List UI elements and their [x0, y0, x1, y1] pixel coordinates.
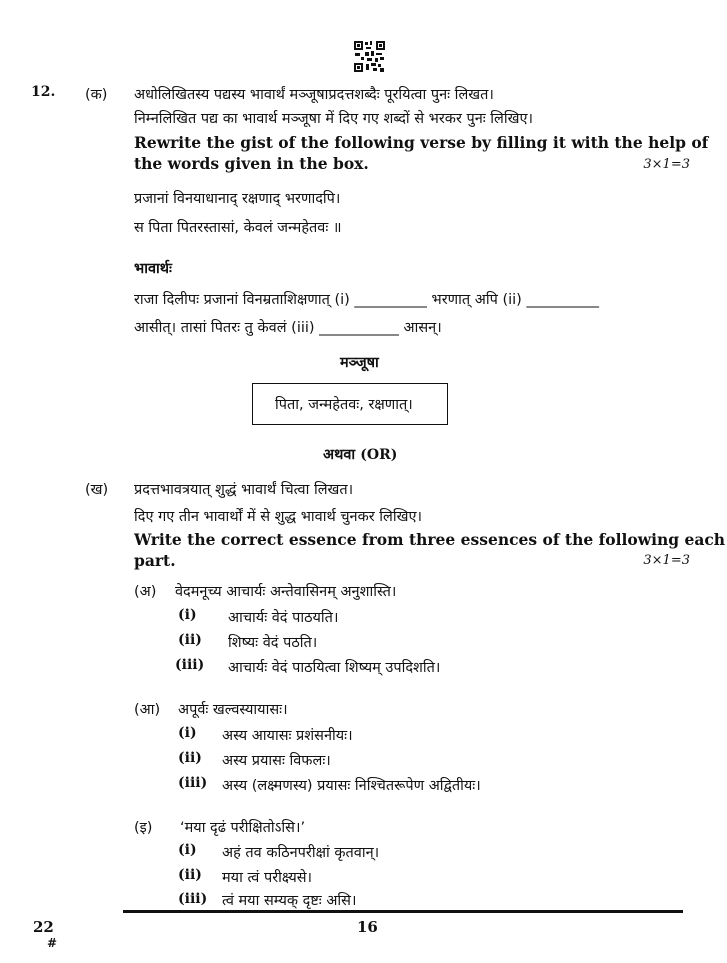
option-text: त्वं मया सम्यक् दृष्टः असि।	[222, 893, 357, 909]
option-number: (ii)	[178, 750, 202, 766]
subpart-text: वेदमनूच्य आचार्यः अन्तेवासिनम् अनुशास्ति।	[175, 584, 397, 600]
part-kha-instruction-sanskrit: प्रदत्तभावत्रयात् शुद्धं भावार्थं चित्वा लिखत।	[134, 482, 354, 498]
or-label-english: (OR)	[360, 447, 398, 463]
option-number: (i)	[178, 842, 197, 858]
part-ka-label: (क)	[85, 87, 108, 103]
or-label-hindi: अथवा	[323, 447, 356, 463]
option-text: शिष्यः वेदं पठति।	[228, 635, 318, 651]
subpart-text: ‘मया दृढं परीक्षितोऽसि।’	[180, 820, 306, 836]
option-number: (iii)	[178, 775, 208, 791]
subpart-label: (आ)	[134, 702, 161, 718]
part-kha-label: (ख)	[85, 482, 109, 498]
or-separator	[323, 444, 397, 464]
part-ka-instruction-hindi: निम्नलिखित पद्य का भावार्थ मञ्जूषा में दिए गए शब्दों से भरकर पुनः लिखिए।	[134, 111, 534, 127]
part-kha-instruction-hindi: दिए गए तीन भावार्थों में से शुद्ध भावार्थ चुनकर लिखिए।	[134, 509, 422, 525]
subpart-label: (अ)	[134, 584, 157, 600]
option-text: मया त्वं परीक्ष्यसे।	[222, 870, 313, 886]
subpart-label: (इ)	[134, 820, 153, 836]
option-number: (ii)	[178, 632, 202, 648]
gist-line-1: राजा दिलीपः प्रजानां विनम्रताशिक्षणात् (i) __________ भरणात् अपि (ii) __________	[134, 292, 599, 308]
option-number: (ii)	[178, 867, 202, 883]
question-number: 12.	[31, 84, 56, 100]
part-ka-instruction-english-1: Rewrite the gist of the following verse by filling it with the help of	[134, 133, 709, 152]
part-kha-marks: 3×1=3	[643, 553, 690, 568]
option-text: अस्य प्रयासः विफलः।	[222, 753, 331, 769]
option-text: अस्य आयासः प्रशंसनीयः।	[222, 728, 353, 744]
part-ka-instruction-sanskrit: अधोलिखितस्य पद्यस्य भावार्थं मञ्जूषाप्रदत्तशब्दैः पूरयित्वा पुनः लिखत।	[134, 87, 494, 103]
verse-line-2: स पिता पितरस्तासां, केवलं जन्महेतवः ॥	[134, 220, 342, 236]
option-number: (i)	[178, 607, 197, 623]
footer-hash: #	[47, 936, 58, 950]
qr-code	[353, 40, 386, 73]
option-number: (i)	[178, 725, 197, 741]
option-number: (iii)	[175, 657, 205, 673]
option-text: आचार्यः वेदं पाठयति।	[228, 610, 339, 626]
gist-line-2: आसीत्। तासां पितरः तु केवलं (iii) ___________ आसन्।	[134, 320, 442, 336]
part-kha-instruction-english-1: Write the correct essence from three essences of the following each	[134, 530, 726, 549]
manjusha-words: पिता, जन्महेतवः, रक्षणात्।	[275, 397, 413, 413]
verse-line-1: प्रजानां विनयाधानाद् रक्षणाद् भरणादपि।	[134, 191, 341, 207]
option-text: आचार्यः वेदं पाठयित्वा शिष्यम् उपदिशति।	[228, 660, 441, 676]
part-ka-marks: 3×1=3	[643, 157, 690, 172]
footer-code: 22	[33, 918, 54, 936]
option-text: अहं तव कठिनपरीक्षां कृतवान्।	[222, 845, 380, 861]
subpart-text: अपूर्वः खल्वस्यायासः।	[178, 702, 288, 718]
option-text: अस्य (लक्ष्मणस्य) प्रयासः निश्चितरूपेण अद्वितीयः।	[222, 778, 481, 794]
part-kha-instruction-english-2: part.	[134, 551, 176, 570]
footer-rule	[123, 910, 683, 913]
manjusha-heading: मञ्जूषा	[340, 355, 379, 371]
page-number: 16	[357, 918, 378, 936]
bhavarth-heading: भावार्थः	[134, 261, 172, 277]
part-ka-instruction-english-2: the words given in the box.	[134, 154, 369, 173]
option-number: (iii)	[178, 891, 208, 907]
